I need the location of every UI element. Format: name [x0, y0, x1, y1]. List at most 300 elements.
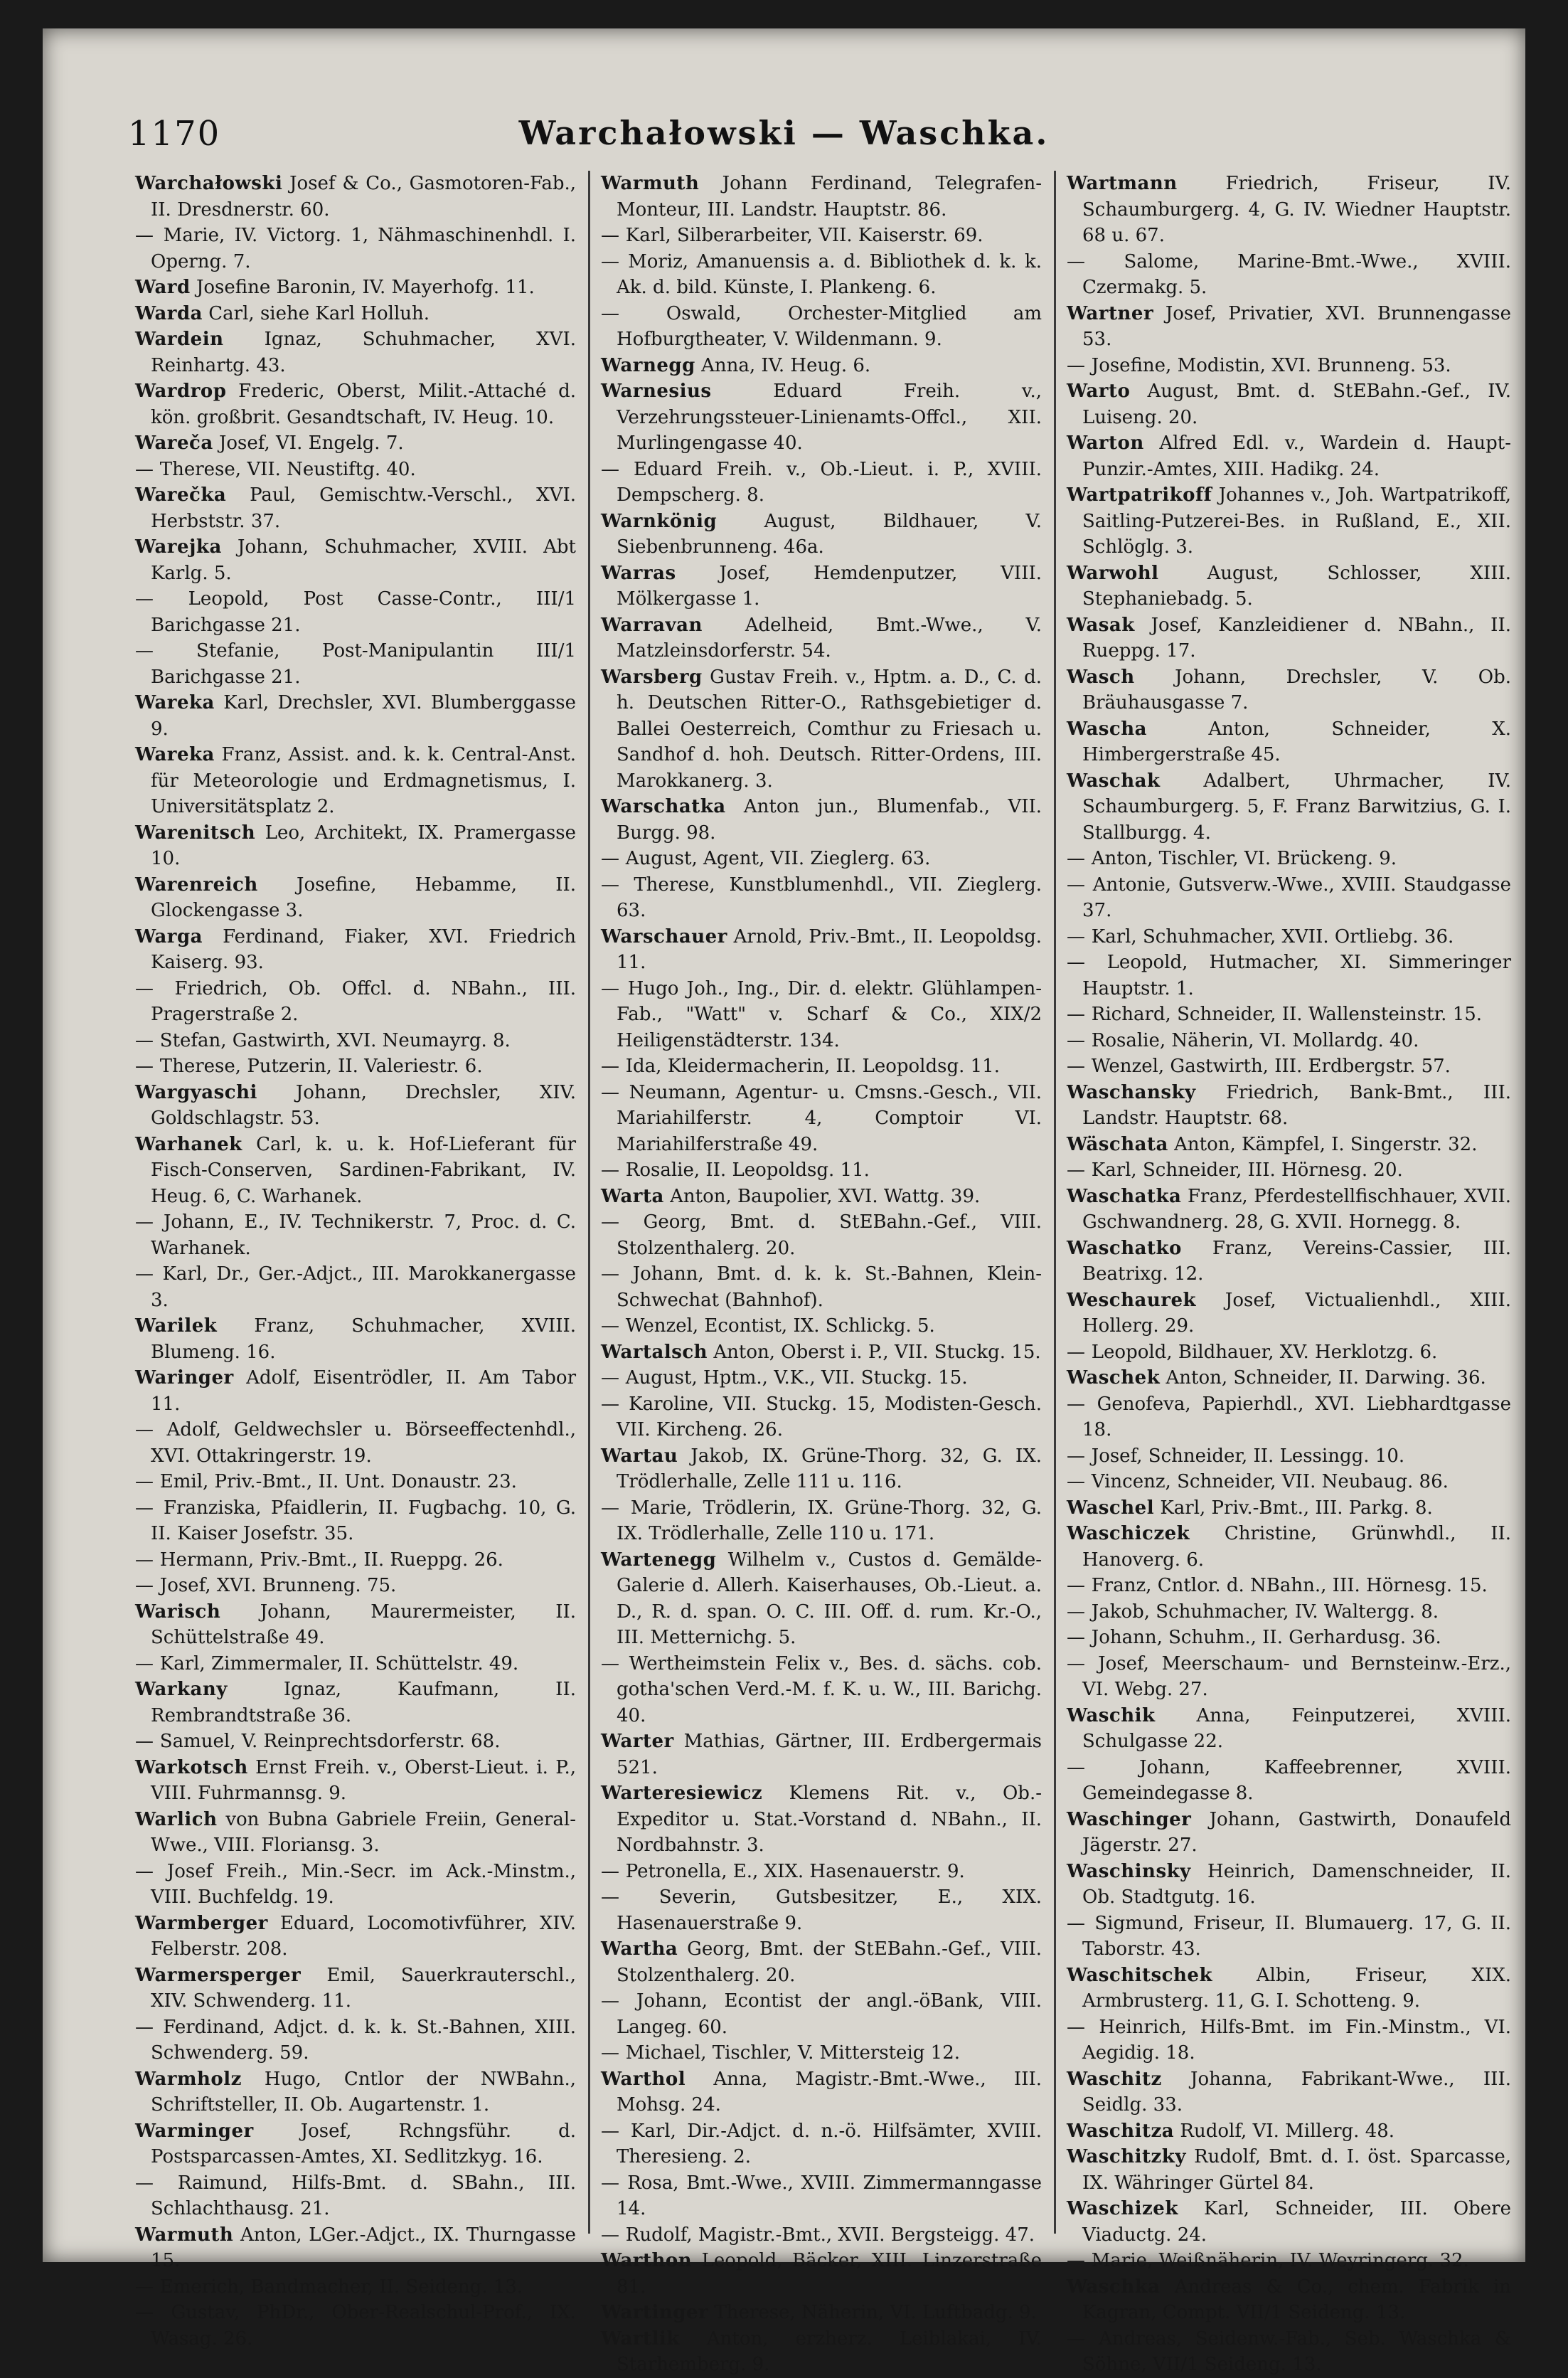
entry-name: Wardein [135, 329, 224, 350]
column-divider [1054, 171, 1056, 2234]
entry-text: Anton, Schneider, II. Darwing. 36. [1166, 1367, 1486, 1389]
directory-entry [1067, 1157, 1511, 1184]
entry-text: Sigmund, Friseur, II. Blumauerg. 17, G. II. Taborstr. 43. [1082, 1912, 1512, 1960]
entry-text: Anna, Magistr.-Bmt.-Wwe., III. Mohsg. 24. [617, 2068, 1042, 2116]
directory-entry [1067, 664, 1511, 716]
entry-name: — [1067, 1471, 1086, 1492]
entry-text: Adolf, Eisentrödler, II. Am Tabor 11. [151, 1367, 576, 1415]
directory-entry [601, 1209, 1042, 1261]
entry-text: Josef, VI. Engelg. 7. [218, 432, 404, 454]
entry-text: Franz, Assist. and. k. k. Central-Anst. für Meteorologie und Erdmagnetismus, I. Universitätsplatz 2. [151, 744, 577, 817]
entry-name: — [601, 1652, 620, 1674]
directory-entry [1067, 950, 1511, 1002]
directory-entry [1067, 1573, 1511, 1599]
entry-text: Neumann, Agentur- u. Cmsns.-Gesch., VII. Mariahilferstr. 4, Comptoir VI. Mariahilferstraße 49. [617, 1081, 1042, 1155]
entry-name: Warter [601, 1731, 674, 1752]
entry-name: Warečka [135, 484, 227, 506]
directory-entry [135, 2170, 576, 2222]
entry-text: Frederic, Oberst, Milit.-Attaché d. kön. großbrit. Gesandtschaft, IV. Heug. 10. [151, 381, 576, 428]
entry-name: — [135, 977, 154, 999]
entry-name: Warmersperger [135, 1964, 302, 1986]
entry-name: Warnkönig [601, 510, 718, 532]
directory-entry [601, 2222, 1042, 2249]
entry-name: — [135, 2276, 154, 2298]
directory-entry [1067, 1184, 1511, 1236]
entry-name: Wartpatrikoff [1067, 484, 1212, 506]
entry-name: Waschiczek [1067, 1523, 1190, 1544]
entry-name: — [601, 2120, 620, 2142]
directory-entry [601, 2326, 1042, 2378]
entry-text: August, Agent, VII. Zieglerg. 63. [625, 848, 931, 869]
entry-text: Eduard, Locomotivführer, XIV. Felberstr. 208. [151, 1912, 577, 1960]
entry-text: Christine, Grünwhdl., II. Hanoverg. 6. [1082, 1523, 1512, 1571]
entry-name: Warmholz [135, 2068, 242, 2090]
entry-text: Karl, Drechsler, XVI. Blumberggasse 9. [151, 692, 576, 740]
entry-text: Johann, Econtist der angl.-öBank, VIII. Langeg. 60. [617, 1990, 1042, 2038]
entry-name: — [1067, 1601, 1086, 1623]
directory-entry [135, 223, 576, 275]
entry-name: — [135, 1731, 154, 1752]
directory-entry [601, 1495, 1042, 1547]
directory-entry [135, 1573, 576, 1599]
entry-name: Wartmann [1067, 173, 1178, 194]
directory-page [43, 28, 1525, 2375]
entry-name: — [135, 2302, 154, 2323]
entry-text: Anton, erzherz. Leiblakai, IV. Starhemberg. 9. [617, 2327, 1042, 2375]
entry-name: — [601, 302, 620, 324]
directory-entry [1067, 2326, 1511, 2378]
entry-name: Waschatka [1067, 1185, 1182, 1207]
entry-name: Warnegg [601, 354, 695, 376]
entry-name: — [1067, 1056, 1086, 1077]
entry-text: Klemens Rit. v., Ob.-Expeditor u. Stat.-Vorstand d. NBahn., II. Nordbahnstr. 3. [617, 1783, 1042, 1856]
entry-text: Alfred Edl. v., Wardein d. Haupt-Punzir.-Amtes, XIII. Hadikg. 24. [1082, 432, 1511, 480]
directory-entry [601, 1859, 1042, 1885]
entry-name: — [601, 1860, 620, 1882]
entry-name: Warnesius [601, 381, 712, 402]
entry-name: Waschak [1067, 770, 1161, 792]
entry-name: Warejka [135, 536, 222, 558]
entry-text: Friedrich, Bank-Bmt., III. Landstr. Hauptstr. 68. [1082, 1081, 1511, 1129]
entry-text: Karl, Zimmermaler, II. Schüttelstr. 49. [159, 1652, 519, 1674]
entry-text: Eduard Freih. v., Verzehrungssteuer-Linienamts-Offcl., XII. Murlingengasse 40. [617, 381, 1042, 454]
entry-name: Warthon [601, 2250, 693, 2271]
directory-entry [1067, 482, 1511, 561]
directory-entry [135, 872, 576, 924]
directory-entry [135, 1495, 576, 1547]
directory-entry [135, 457, 576, 483]
entry-text: Anton, Baupolier, XVI. Wattg. 39. [670, 1185, 981, 1207]
directory-entry [1067, 378, 1511, 430]
entry-name: Ward [135, 277, 191, 298]
directory-entry [601, 1443, 1042, 1495]
directory-entry [135, 1677, 576, 1729]
entry-name: — [601, 1367, 620, 1389]
entry-name: Wartha [601, 1938, 678, 1960]
entry-text: Josef, Rchngsführ. d. Postsparcassen-Amtes, XI. Sedlitzkyg. 16. [151, 2120, 576, 2167]
entry-text: Michael, Tischler, V. Mittersteig 12. [625, 2042, 961, 2064]
entry-text: Johann, Drechsler, XIV. Goldschlagstr. 53. [151, 1081, 577, 1129]
entry-text: Johann, Maurermeister, II. Schüttelstraße 49. [151, 1601, 576, 1648]
entry-text: Anton, LGer.-Adjct., IX. Thurngasse 15. [151, 2224, 577, 2271]
entry-name: — [601, 1263, 620, 1285]
entry-name: — [601, 1081, 620, 1103]
entry-text: Emerich, Bandmacher, II. Seideng. 13. [159, 2276, 523, 2298]
page-number: 1170 [128, 114, 221, 154]
entry-name: — [601, 250, 620, 272]
entry-name: — [135, 2016, 154, 2038]
directory-entry [1067, 2015, 1511, 2066]
entry-text: Franziska, Pfaidlerin, II. Fugbachg. 10, G. II. Kaiser Josefstr. 35. [151, 1497, 577, 1544]
entry-name: — [1067, 1627, 1086, 1648]
directory-entry [1067, 1365, 1511, 1391]
entry-name: — [601, 977, 620, 999]
entry-text: Josefine, Modistin, XVI. Brunneng. 53. [1091, 354, 1451, 376]
entry-name: — [135, 640, 154, 662]
directory-entry [601, 171, 1042, 223]
directory-entry [601, 2170, 1042, 2222]
entry-name: — [1067, 2327, 1086, 2350]
entry-name: Waschitzky [1067, 2146, 1186, 2167]
entry-name: — [1067, 250, 1086, 272]
entry-text: Heinrich, Hilfs-Bmt. im Fin.-Minstm., VI. Aegidig. 18. [1082, 2016, 1511, 2064]
entry-name: Warenitsch [135, 822, 256, 844]
entry-text: Ferdinand, Adjct. d. k. k. St.-Bahnen, XIII. Schwenderg. 59. [151, 2016, 576, 2064]
entry-name: — [135, 1263, 154, 1285]
entry-name: — [601, 1393, 620, 1415]
directory-entry [601, 1780, 1042, 1859]
entry-text: Johanna, Fabrikant-Wwe., III. Seidlg. 33. [1082, 2068, 1511, 2116]
directory-entry [601, 1261, 1042, 1313]
entry-text: Paul, Gemischtw.-Verschl., XVI. Herbststr. 37. [151, 484, 576, 532]
entry-name: Wartlik [601, 2327, 680, 2350]
directory-entry [135, 2300, 576, 2352]
directory-entry [1067, 1703, 1511, 1755]
entry-name: Wartinger [601, 2302, 709, 2323]
directory-entry [1067, 1911, 1511, 1963]
entry-name: — [1067, 952, 1086, 973]
directory-entry [601, 2040, 1042, 2066]
entry-text: Adalbert, Uhrmacher, IV. Schaumburgerg. 5, F. Franz Barwitzius, G. I. Stallburgg. 4. [1082, 770, 1511, 844]
entry-name: Waschinger [1067, 1808, 1192, 1830]
directory-entry [1067, 301, 1511, 353]
entry-text: Rosalie, II. Leopoldsg. 11. [625, 1159, 870, 1181]
directory-entry [1067, 430, 1511, 482]
directory-entry [135, 1132, 576, 1210]
entry-text: Johann Ferdinand, Telegrafen-Monteur, III. Landstr. Hauptstr. 86. [617, 173, 1042, 221]
directory-entry [601, 378, 1042, 457]
entry-text: Andreas & Co., chem. Fabrik in Kagran, Compt. VII/1 Seideng. 13. [1082, 2276, 1511, 2323]
entry-name: Warmuth [135, 2224, 234, 2246]
directory-entry [1067, 2248, 1511, 2274]
entry-name: Waschatko [1067, 1237, 1182, 1259]
directory-entry [135, 1469, 576, 1495]
directory-entry [135, 1053, 576, 1080]
directory-entry [1067, 924, 1511, 950]
directory-entry [135, 378, 576, 430]
entry-text: Rudolf, Magistr.-Bmt., XVII. Bergsteigg. 47. [625, 2224, 1035, 2246]
entry-name: — [135, 1549, 154, 1571]
entry-text: Josef, Victualienhdl., XIII. Hollerg. 29. [1082, 1289, 1511, 1337]
entry-text: Emil, Sauerkrauterschl., XIV. Schwenderg. 11. [151, 1964, 576, 2012]
entry-text: Wenzel, Econtist, IX. Schlickg. 5. [625, 1315, 935, 1337]
entry-text: Georg, Bmt. der StEBahn.-Gef., VIII. Stolzenthalerg. 20. [617, 1938, 1042, 1986]
entry-name: Waschel [1067, 1497, 1155, 1519]
entry-name: — [601, 1497, 620, 1519]
directory-entry [1067, 1521, 1511, 1573]
entry-text: August, Bildhauer, V. Siebenbrunneng. 46a. [617, 510, 1042, 558]
entry-name: Waschizek [1067, 2198, 1178, 2219]
directory-entry [601, 664, 1042, 795]
directory-entry [1067, 353, 1511, 379]
entry-name: Wascha [1067, 718, 1148, 740]
entry-name: — [1067, 1575, 1086, 1596]
directory-entry [1067, 1495, 1511, 1522]
directory-entry [601, 2248, 1042, 2300]
entry-name: Wäschata [1067, 1133, 1168, 1155]
entry-name: Wardrop [135, 381, 227, 402]
directory-entry [1067, 612, 1511, 664]
page-header [43, 114, 1525, 171]
entry-text: Josef, Hemdenputzer, VIII. Mölkergasse 1. [617, 562, 1042, 610]
entry-name: Waschka [1067, 2276, 1161, 2298]
entry-text: Antonie, Gutsverw.-Wwe., XVIII. Staudgasse 37. [1082, 874, 1511, 921]
entry-text: Therese, Putzerin, II. Valeriestr. 6. [159, 1056, 483, 1077]
directory-entry [1067, 249, 1511, 301]
entry-text: Severin, Gutsbesitzer, E., XIX. Hasenauerstraße 9. [617, 1886, 1042, 1934]
entry-text: Carl, siehe Karl Holluh. [208, 302, 430, 324]
entry-text: Anna, IV. Heug. 6. [701, 354, 871, 376]
entry-text: Karl, Priv.-Bmt., III. Parkg. 8. [1160, 1497, 1433, 1519]
directory-entry [601, 1053, 1042, 1080]
entry-text: Marie, Trödlerin, IX. Grüne-Thorg. 32, G. IX. Trödlerhalle, Zelle 110 u. 171. [617, 1497, 1042, 1544]
directory-entry [135, 1209, 576, 1261]
directory-entry [601, 2118, 1042, 2170]
column-3 [1067, 171, 1512, 2375]
directory-entry [135, 1599, 576, 1651]
entry-name: Wasch [1067, 666, 1135, 688]
directory-entry [135, 2274, 576, 2300]
entry-name: — [1067, 1912, 1086, 1934]
directory-entry [601, 223, 1042, 249]
entry-name: Warminger [135, 2120, 254, 2142]
entry-name: — [135, 458, 154, 480]
entry-text: Franz, Vereins-Cassier, III. Beatrixg. 12. [1082, 1237, 1512, 1285]
entry-text: Petronella, E., XIX. Hasenauerstr. 9. [625, 1860, 965, 1882]
directory-entry [1067, 1002, 1511, 1028]
entry-text: Josefine, Hebamme, II. Glockengasse 3. [151, 874, 576, 921]
entry-name: — [1067, 1445, 1086, 1467]
entry-name: Warkotsch [135, 1756, 248, 1778]
entry-name: — [1067, 848, 1086, 869]
entry-text: Wilhelm v., Custos d. Gemälde-Galerie d. Allerh. Kaiserhauses, Ob.-Lieut. a. D., R. d. span. O. C. III. Off. d. rum. Kr.-O., III. Metternichg. 5. [617, 1549, 1042, 1648]
entry-name: Warenreich [135, 874, 258, 896]
directory-entry [1067, 1053, 1511, 1080]
entry-text: Franz, Cntlor. d. NBahn., III. Hörnesg. 15. [1091, 1575, 1488, 1596]
entry-name: — [1067, 925, 1086, 948]
entry-text: Vincenz, Schneider, VII. Neubaug. 86. [1091, 1471, 1449, 1492]
directory-entry [1067, 2144, 1511, 2196]
directory-entry [1067, 716, 1511, 768]
entry-text: Karoline, VII. Stuckg. 15, Modisten-Gesch. VII. Kircheng. 26. [617, 1393, 1042, 1440]
directory-entry [1067, 1028, 1511, 1054]
entry-text: Wertheimstein Felix v., Bes. d. sächs. cob. gotha'schen Verd.-M. f. K. u. W., III. Barichg. 40. [617, 1652, 1042, 1726]
entry-name: Warmberger [135, 1912, 268, 1934]
entry-name: — [1067, 874, 1086, 896]
entry-name: Waschitza [1067, 2120, 1175, 2142]
directory-entry [601, 1547, 1042, 1651]
entry-name: Warton [1067, 432, 1144, 454]
entry-name: Warilek [135, 1315, 218, 1337]
entry-text: Franz, Pferdestellfischhauer, XVII. Gschwandnerg. 28, G. XVII. Hornegg. 8. [1082, 1185, 1512, 1233]
entry-text: Ida, Kleidermacherin, II. Leopoldsg. 11. [625, 1056, 1000, 1077]
entry-name: Waschitz [1067, 2068, 1162, 2090]
entry-text: Karl, Schuhmacher, XVII. Ortliebg. 36. [1091, 925, 1454, 948]
entry-name: Warga [135, 925, 203, 948]
directory-entry [601, 1988, 1042, 2040]
entry-text: Raimund, Hilfs-Bmt. d. SBahn., III. Schlachthausg. 21. [151, 2172, 577, 2219]
directory-entry [1067, 846, 1511, 872]
entry-text: Jakob, Schuhmacher, IV. Waltergg. 8. [1091, 1601, 1439, 1623]
entry-text: Josef, Kanzleidiener d. NBahn., II. Rueppg. 17. [1082, 614, 1511, 662]
entry-text: Marie, Weißnäherin, IV. Weyringerg. 32. [1091, 2250, 1469, 2271]
entry-text: Emil, Priv.-Bmt., II. Unt. Donaustr. 23. [159, 1471, 517, 1492]
directory-entry [1067, 1339, 1511, 1366]
directory-entry [601, 1729, 1042, 1780]
entry-text: Josef, Schneider, II. Lessingg. 10. [1091, 1445, 1405, 1467]
directory-entry [135, 1807, 576, 1859]
entry-name: Warthol [601, 2068, 686, 2090]
entry-name: Warteresiewicz [601, 1783, 763, 1804]
entry-text: Stefanie, Post-Manipulantin III/1 Barichgasse 21. [151, 640, 576, 688]
entry-name: Warschatka [601, 796, 726, 817]
entry-name: Warhanek [135, 1133, 242, 1155]
entry-text: Carl, k. u. k. Hof-Lieferant für Fisch-Conserven, Sardinen-Fabrikant, IV. Heug. 6, C. Warhanek. [151, 1133, 576, 1207]
entry-text: Anton, Tischler, VI. Brückeng. 9. [1091, 848, 1397, 869]
entry-name: — [601, 1159, 620, 1181]
entry-name: — [1067, 1393, 1086, 1415]
directory-entry [1067, 1599, 1511, 1625]
running-head: Warchałowski — Waschka. [518, 114, 1050, 152]
entry-text: Karl, Dr., Ger.-Adjct., III. Marokkanergasse 3. [151, 1263, 576, 1311]
directory-entry [1067, 2274, 1511, 2326]
directory-entry [135, 690, 576, 742]
entry-text: Wenzel, Gastwirth, III. Erdbergstr. 57. [1091, 1056, 1451, 1077]
entry-text: Josef, XVI. Brunneng. 75. [159, 1575, 397, 1596]
entry-text: Albin, Friseur, XIX. Armbrusterg. 11, G. I. Schotteng. 9. [1082, 1964, 1511, 2012]
entry-text: Anton, Kämpfel, I. Singerstr. 32. [1174, 1133, 1478, 1155]
directory-entry [601, 1884, 1042, 1936]
entry-text: Leopold, Bildhauer, XV. Herklotzg. 6. [1091, 1341, 1438, 1363]
entry-name: — [135, 225, 154, 246]
directory-entry [601, 2300, 1042, 2326]
directory-entry [135, 586, 576, 638]
entry-text: Ignaz, Kaufmann, II. Rembrandtstraße 36. [151, 1679, 576, 1726]
entry-name: — [135, 1860, 154, 1882]
directory-entry [601, 249, 1042, 301]
entry-text: Leopold, Bäcker, XIII. Linzerstraße 81. [617, 2250, 1042, 2298]
entry-name: Warkany [135, 1679, 228, 1700]
entry-name: Wasak [1067, 614, 1135, 636]
directory-entry [135, 742, 576, 820]
directory-entry [1067, 1755, 1511, 1807]
entry-text: Ferdinand, Fiaker, XVI. Friedrich Kaiserg. 93. [151, 925, 577, 973]
entry-text: Karl, Schneider, III. Obere Viaductg. 24. [1082, 2198, 1511, 2246]
directory-entry [1067, 1132, 1511, 1158]
entry-text: Johann, Schuhm., II. Gerhardusg. 36. [1091, 1627, 1441, 1648]
directory-entry [135, 301, 576, 327]
directory-entry [1067, 1469, 1511, 1495]
entry-name: — [135, 1471, 154, 1492]
directory-entry [135, 1365, 576, 1417]
directory-entry [135, 2222, 576, 2274]
directory-entry [601, 353, 1042, 379]
directory-entry [601, 2066, 1042, 2118]
entry-text: Hugo Joh., Ing., Dir. d. elektr. Glühlampen-Fab., "Watt" v. Scharf & Co., XIX/2 Heiligenstädterstr. 134. [617, 977, 1042, 1051]
entry-text: Rudolf, Bmt. d. I. öst. Sparcasse, IX. Währinger Gürtel 84. [1082, 2146, 1511, 2194]
entry-text: Richard, Schneider, II. Wallensteinstr. 15. [1091, 1004, 1483, 1025]
directory-entry [1067, 2118, 1511, 2145]
entry-text: Johann, Gastwirth, Donaufeld Jägerstr. 27. [1082, 1808, 1512, 1856]
entry-name: Waschek [1067, 1367, 1161, 1389]
directory-entry [601, 1080, 1042, 1158]
entry-text: August, Schlosser, XIII. Stephaniebadg. 5. [1082, 562, 1511, 610]
directory-entry [135, 2118, 576, 2170]
directory-entry [135, 1859, 576, 1911]
directory-entry [1067, 1625, 1511, 1651]
entry-text: Josef & Co., Gasmotoren-Fab., II. Dresdnerstr. 60. [151, 173, 576, 221]
entry-text: Gustav Freih. v., Hptm. a. D., C. d. h. Deutschen Ritter-O., Rathsgebietiger d. Ballei Oesterreich, Comthur zu Friesach u. Sandhof d. hoh. Deutsch. Ritter-Ordens, III. Marokkanerg. 3. [617, 666, 1042, 792]
entry-text: Johann, Bmt. d. k. k. St.-Bahnen, Klein-Schwechat (Bahnhof). [617, 1263, 1042, 1311]
directory-entry [601, 924, 1042, 976]
entry-name: — [601, 225, 620, 246]
entry-name: — [1067, 1029, 1086, 1051]
entry-text: Johann, Schuhmacher, XVIII. Abt Karlg. 5. [151, 536, 576, 584]
entry-text: Karl, Silberarbeiter, VII. Kaiserstr. 69. [625, 225, 983, 246]
directory-entry [601, 457, 1042, 509]
entry-text: Anton, Oberst i. P., VII. Stuckg. 15. [713, 1341, 1041, 1363]
directory-entry [1067, 1288, 1511, 1339]
entry-name: — [1067, 1004, 1086, 1025]
entry-text: Johann, Drechsler, V. Ob. Bräuhausgasse 7. [1082, 666, 1511, 713]
entry-text: Mathias, Gärtner, III. Erdbergermais 521. [617, 1731, 1042, 1778]
column-2 [601, 171, 1042, 2375]
entry-text: August, Hptm., V.K., VII. Stuckg. 15. [625, 1367, 968, 1389]
entry-text: Moriz, Amanuensis a. d. Bibliothek d. k. k. Ak. d. bild. Künste, I. Plankeng. 6. [617, 250, 1042, 298]
entry-text: Johann, Kaffeebrenner, XVIII. Gemeindegasse 8. [1082, 1756, 1512, 1804]
entry-text: Heinrich, Damenschneider, II. Ob. Stadtgutg. 16. [1082, 1860, 1512, 1908]
entry-text: Anna, Feinputzerei, XVIII. Schulgasse 22. [1082, 1704, 1511, 1752]
directory-entry [1067, 872, 1511, 924]
directory-entry [135, 924, 576, 976]
entry-text: Rudolf, VI. Millerg. 48. [1180, 2120, 1395, 2142]
directory-entry [1067, 1807, 1511, 1859]
directory-entry [1067, 2196, 1511, 2248]
directory-entry [601, 1184, 1042, 1210]
directory-entry [1067, 1391, 1511, 1443]
entry-name: Warisch [135, 1601, 221, 1623]
entry-name: Weschaurek [1067, 1289, 1196, 1311]
entry-name: — [601, 2172, 620, 2194]
entry-text: Franz, Schuhmacher, XVIII. Blumeng. 16. [151, 1315, 576, 1363]
entry-text: August, Bmt. d. StEBahn.-Gef., IV. Luiseng. 20. [1082, 381, 1511, 428]
directory-entry [601, 561, 1042, 612]
entry-text: Marie, IV. Victorg. 1, Nähmaschinenhdl. I. Operng. 7. [151, 225, 577, 272]
directory-entry [601, 846, 1042, 872]
entry-name: Warda [135, 302, 203, 324]
directory-entry [135, 976, 576, 1028]
entry-text: Anton, Schneider, X. Himbergerstraße 45. [1082, 718, 1512, 765]
